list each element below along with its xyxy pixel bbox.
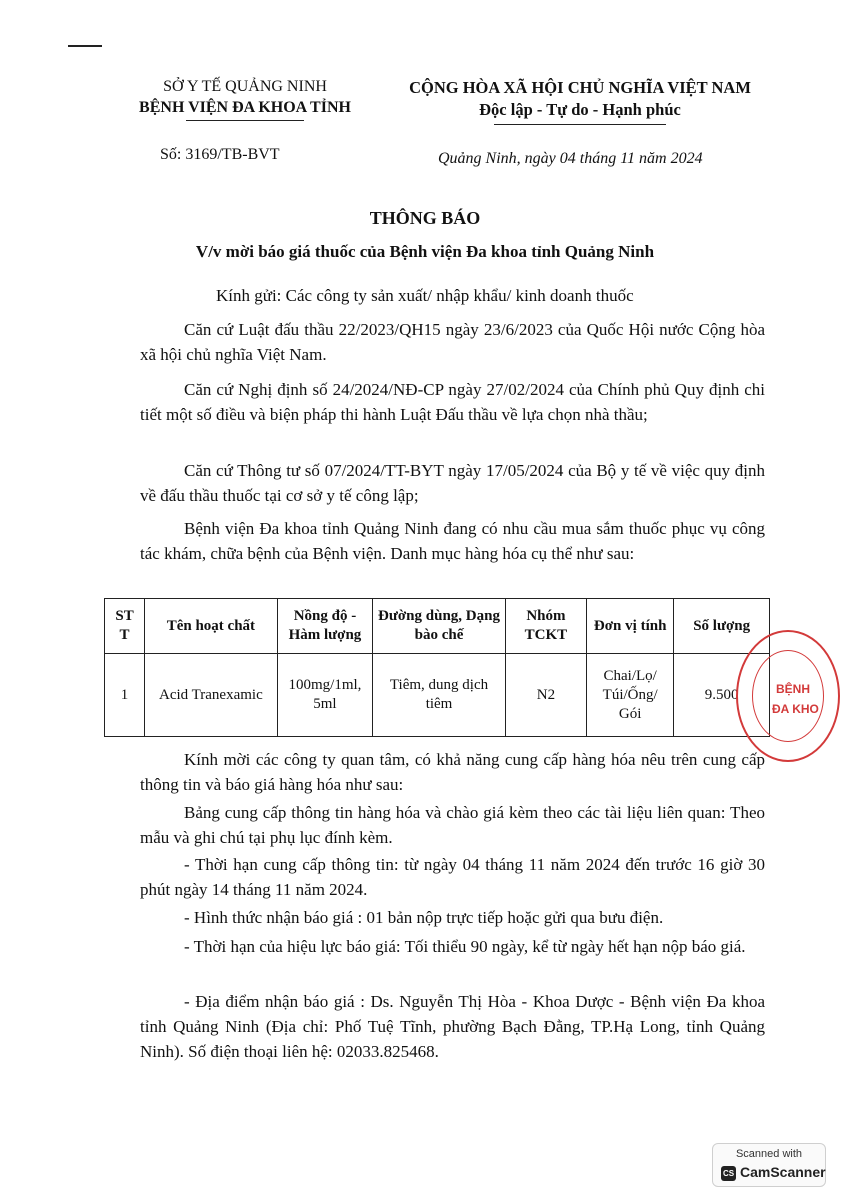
paragraph-info: Bảng cung cấp thông tin hàng hóa và chào giá kèm theo các tài liệu liên quan: Theo mẫu và ghi chú tại phụ lục đính kèm.	[140, 803, 765, 847]
seal-text-2: ĐA KHO	[772, 702, 819, 716]
paragraph-circular: Căn cứ Thông tư số 07/2024/TT-BYT ngày 17/05/2024 của Bộ y tế về việc quy định về đấu thầu thuốc tại cơ sở y tế công lập;	[140, 461, 765, 505]
cell-ingredient: Acid Tranexamic	[145, 654, 278, 737]
paragraph-invite: Kính mời các công ty quan tâm, có khả năng cung cấp hàng hóa nêu trên cung cấp thông tin và báo giá hàng hóa như sau:	[140, 750, 765, 794]
corner-mark	[68, 45, 102, 47]
document-title: THÔNG BÁO	[369, 208, 481, 228]
cell-group: N2	[505, 654, 586, 737]
document-subtitle: V/v mời báo giá thuốc của Bệnh viện Đa khoa tỉnh Quảng Ninh	[195, 242, 655, 261]
col-header-quantity: Số lượng	[674, 599, 770, 654]
document-number: Số: 3169/TB-BVT	[160, 146, 280, 163]
col-header-ingredient: Tên hoạt chất	[145, 599, 278, 654]
cell-route: Tiêm, dung dịch tiêm	[373, 654, 506, 737]
greeting: Kính gửi: Các công ty sản xuất/ nhập khẩu/ kinh doanh thuốc	[216, 286, 634, 305]
issuer-underline	[186, 120, 304, 121]
table-header-row	[105, 599, 770, 654]
motto-underline	[494, 124, 666, 125]
official-seal	[736, 630, 840, 762]
seal-text-1: BỆNH	[776, 682, 811, 696]
cell-quantity: 9.500	[674, 654, 770, 737]
paragraph-location: - Địa điểm nhận báo giá : Ds. Nguyễn Thị Hòa - Khoa Dược - Bệnh viện Đa khoa tỉnh Quảng Ninh (Địa chỉ: Phố Tuệ Tĩnh, phường Bạch Đằng, TP.Hạ Long, tỉnh Quảng Ninh). Số điện thoại liên hệ: 02033.825468.	[140, 992, 765, 1061]
table-row	[105, 654, 770, 737]
col-header-unit: Đơn vị tính	[587, 599, 674, 654]
nation-name: CỘNG HÒA XÃ HỘI CHỦ NGHĨA VIỆT NAM	[409, 78, 751, 97]
col-header-route: Đường dùng, Dạng bào chế	[373, 599, 506, 654]
paragraph-law: Căn cứ Luật đấu thầu 22/2023/QH15 ngày 23/6/2023 của Quốc Hội nước Cộng hòa xã hội chủ nghĩa Việt Nam.	[140, 320, 765, 364]
goods-table	[104, 598, 770, 737]
col-header-group: Nhóm TCKT	[505, 599, 586, 654]
scanner-brand: CamScanner	[740, 1164, 826, 1180]
col-header-concentration: Nồng độ - Hàm lượng	[277, 599, 373, 654]
scanner-caption: Scanned with	[735, 1148, 803, 1160]
col-header-index: ST T	[105, 599, 145, 654]
paragraph-method: - Hình thức nhận báo giá : 01 bản nộp trực tiếp hoặc gửi qua bưu điện.	[184, 908, 664, 927]
camscanner-badge	[712, 1143, 826, 1187]
motto: Độc lập - Tự do - Hạnh phúc	[479, 100, 681, 119]
paragraph-need: Bệnh viện Đa khoa tỉnh Quảng Ninh đang có nhu cầu mua sắm thuốc phục vụ công tác khám, chữa bệnh của Bệnh viện. Danh mục hàng hóa cụ thể như sau:	[140, 519, 765, 563]
seal-inner-ring	[752, 650, 824, 742]
issuer-block	[110, 76, 380, 121]
cell-index: 1	[105, 654, 145, 737]
camscanner-icon: CS	[721, 1166, 736, 1181]
paragraph-decree: Căn cứ Nghị định số 24/2024/NĐ-CP ngày 27/02/2024 của Chính phủ Quy định chi tiết một số điều và biện pháp thi hành Luật Đấu thầu về lựa chọn nhà thầu;	[140, 380, 765, 424]
document-date: Quảng Ninh, ngày 04 tháng 11 năm 2024	[438, 150, 703, 167]
paragraph-validity: - Thời hạn của hiệu lực báo giá: Tối thiểu 90 ngày, kể từ ngày hết hạn nộp báo giá.	[184, 937, 746, 956]
nation-block	[390, 77, 770, 125]
cell-unit: Chai/Lọ/ Túi/Ống/ Gói	[587, 654, 674, 737]
cell-concentration: 100mg/1ml, 5ml	[277, 654, 373, 737]
paragraph-deadline: - Thời hạn cung cấp thông tin: từ ngày 04 tháng 11 năm 2024 đến trước 16 giờ 30 phút ngày 14 tháng 11 năm 2024.	[140, 855, 765, 899]
department-name: SỞ Y TẾ QUẢNG NINH	[163, 78, 327, 95]
hospital-name: BỆNH VIỆN ĐA KHOA TỈNH	[139, 99, 351, 116]
